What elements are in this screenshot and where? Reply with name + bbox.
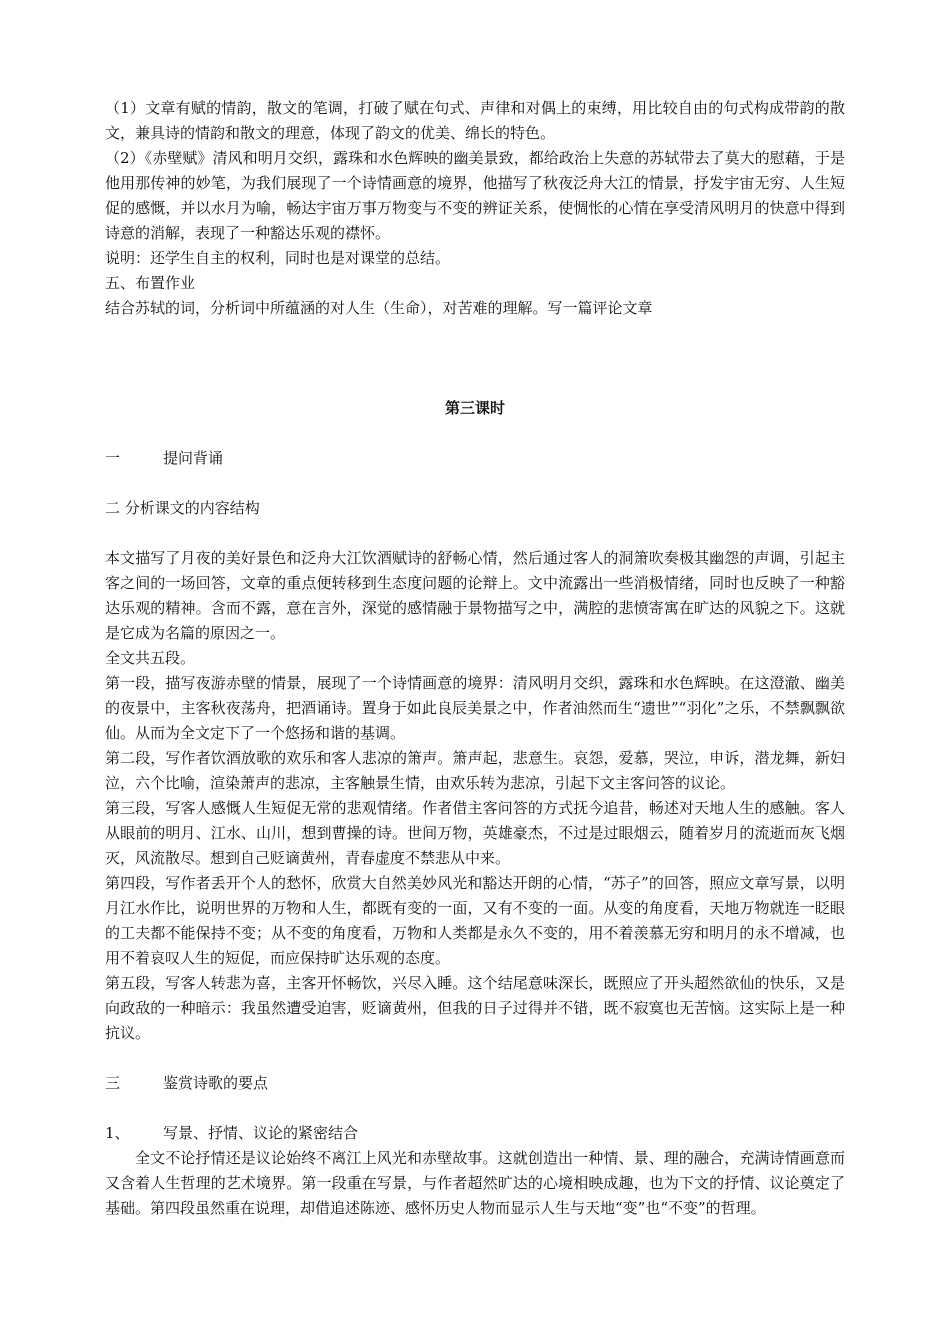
spacer: [105, 1046, 845, 1071]
point-2-paragraph: （2）《赤壁赋》清风和明月交织，露珠和水色辉映的幽美景致，都给政治上失意的苏轼带去了莫大的慰藉，于是他用那传神的妙笔，为我们展现了一个诗情画意的境界，他描写了秋夜泛舟大江的情景，抒发宇宙无穷、人生短促的感慨，并以水月为喻，畅达宇宙万事万物变与不变的辨证关系，使惆怅的心情在享受清风明月的快意中得到诗意的消解，表现了一种豁达乐观的襟怀。: [105, 149, 845, 242]
point-1-text: 写景、抒情、议论的紧密结合: [163, 1124, 359, 1142]
paragraph-2-analysis: 第二段，写作者饮酒放歌的欢乐和客人悲凉的箫声。箫声起，悲意生。哀怨，爱慕，哭泣，申诉，潜龙舞，新妇泣，六个比喻，渲染萧声的悲凉，主客触景生情，由欢乐转为悲凉，引起下文主客问答的议论。: [105, 749, 845, 792]
homework-paragraph: 结合苏轼的词，分析词中所蕴涵的对人生（生命），对苦难的理解。写一篇评论文章: [105, 299, 653, 317]
paragraph-4-analysis: 第四段，写作者丢开个人的愁怀，欣赏大自然美妙风光和豁达开朗的心情，“苏子”的回答，照应文章写景，以明月江水作比，说明世界的万物和人生，都既有变的一面，又有不变的一面。从变的角度看，天地万物就连一眨眼的工夫都不能保持不变；从不变的角度看，万物和人类都是永久不变的，用不着羡慕无穷和明月的永不增减，也用不着哀叹人生的短促，而应保持旷达乐观的态度。: [105, 874, 845, 967]
spacer: [105, 471, 845, 496]
paragraph-3-analysis: 第三段，写客人感慨人生短促无常的悲观情绪。作者借主客问答的方式抚今追昔，畅述对天地人生的感触。客人从眼前的明月、江水、山川，想到曹操的诗。世间万物，英雄豪杰，不过是过眼烟云，随着岁月的流逝而灰飞烟灭，风流散尽。想到自己贬谪黄州，青春虚度不禁悲从中来。: [105, 799, 845, 867]
lesson-title: 第三课时: [444, 399, 505, 417]
spacer: [105, 371, 845, 396]
section-5-heading: 五、布置作业: [105, 274, 196, 292]
section-1-text: 提问背诵: [163, 449, 224, 467]
spacer: [105, 421, 845, 446]
section-1-number: 一: [105, 449, 121, 467]
document-page: [105, 96, 845, 1221]
note-paragraph: 说明：还学生自主的权利，同时也是对课堂的总结。: [105, 249, 451, 267]
point-1-heading: [105, 1121, 845, 1146]
intro-paragraph: 本文描写了月夜的美好景色和泛舟大江饮酒赋诗的舒畅心情，然后通过客人的洞箫吹奏极其幽怨的声调，引起主客之间的一场回答，文章的重点便转移到生态度问题的论辩上。文中流露出一些消极情绪，同时也反映了一种豁达乐观的精神。含而不露，意在言外，深觉的感情融于景物描写之中，满腔的悲愤寄寓在旷达的风貌之下。这就是它成为名篇的原因之一。: [105, 549, 845, 642]
section-1-heading: [105, 446, 845, 471]
section-3-heading: [105, 1071, 845, 1096]
spacer: [105, 321, 845, 371]
point-1-number: 1、: [105, 1124, 130, 1142]
section-3-text: 鉴赏诗歌的要点: [163, 1074, 269, 1092]
paragraph-5-analysis: 第五段，写客人转悲为喜，主客开怀畅饮，兴尽入睡。这个结尾意味深长，既照应了开头超然欲仙的快乐，又是向政敌的一种暗示：我虽然遭受迫害，贬谪黄州，但我的日子过得并不错，既不寂寞也无苦恼。这实际上是一种抗议。: [105, 974, 845, 1042]
spacer: [105, 521, 845, 546]
point-1-paragraph: （1）文章有赋的情韵，散文的笔调，打破了赋在句式、声律和对偶上的束缚，用比较自由的句式构成带韵的散文，兼具诗的情韵和散文的理意，体现了韵文的优美、绵长的特色。: [105, 99, 845, 142]
section-3-number: 三: [105, 1074, 121, 1092]
section-2-heading: 二 分析课文的内容结构: [105, 499, 260, 517]
point-1-body: 全文不论抒情还是议论始终不离江上风光和赤壁故事。这就创造出一种情、景、理的融合，充满诗情画意而又含着人生哲理的艺术境界。第一段重在写景，与作者超然旷达的心境相映成趣，也为下文的抒情、议论奠定了基础。第四段虽然重在说理，却借追述陈迹、感怀历史人物而显示人生与天地“变”也“不变”的哲理。: [105, 1149, 845, 1217]
count-paragraph: 全文共五段。: [105, 649, 196, 667]
spacer: [105, 1096, 845, 1121]
paragraph-1-analysis: 第一段，描写夜游赤壁的情景，展现了一个诗情画意的境界：清风明月交织，露珠和水色辉映。在这澄澈、幽美的夜景中，主客秋夜荡舟，把酒诵诗。置身于如此良辰美景之中，作者油然而生“遗世”“羽化”之乐，不禁飘飘欲仙。从而为全文定下了一个悠扬和谐的基调。: [105, 674, 845, 742]
